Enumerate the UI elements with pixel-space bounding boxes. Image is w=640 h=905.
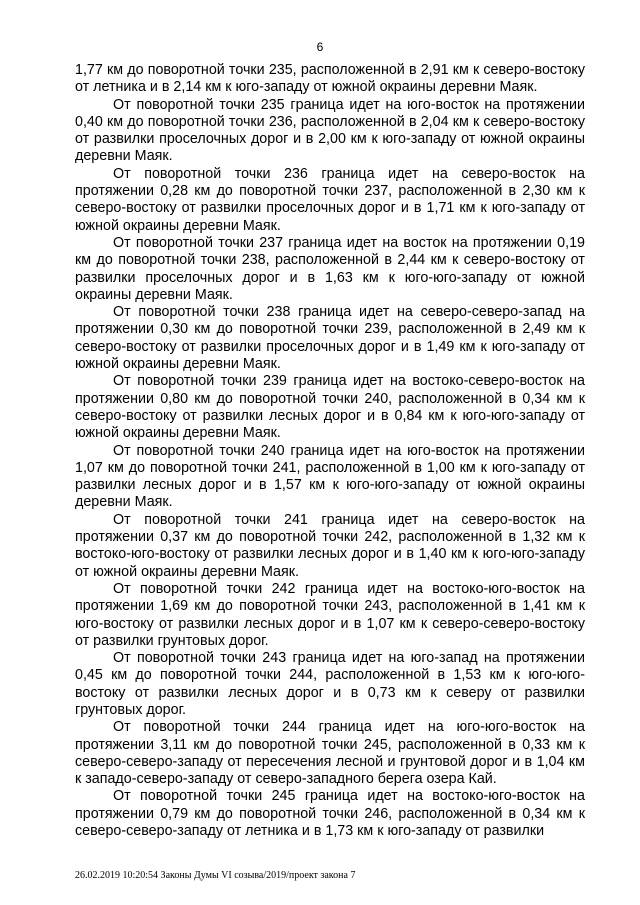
paragraph: От поворотной точки 238 граница идет на северо-северо-запад на протяжении 0,30 км до поворотной точки 239, расположенной в 2,49 км к северо-востоку от развилки проселочных дорог и в 1,49 км к юго-западу от южной окраины деревни Маяк. bbox=[75, 304, 585, 373]
document-body bbox=[75, 62, 585, 840]
page-number: 6 bbox=[316, 40, 324, 54]
paragraph: От поворотной точки 240 граница идет на юго-восток на протяжении 1,07 км до поворотной точки 241, расположенной в 1,00 км к юго-западу от развилки лесных дорог и в 1,57 км к юго-юго-западу от южной окраины деревни Маяк. bbox=[75, 442, 585, 511]
paragraph: От поворотной точки 239 граница идет на востоко-северо-восток на протяжении 0,80 км до поворотной точки 240, расположенной в 0,34 км к северо-востоку от развилки лесных дорог и в 0,84 км к юго-юго-западу от южной окраины деревни Маяк. bbox=[75, 373, 585, 442]
paragraph: От поворотной точки 244 граница идет на юго-юго-восток на протяжении 3,11 км до поворотной точки 245, расположенной в 0,33 км к северо-северо-западу от пересечения лесной и грунтовой дорог и в 1,04 км к западо-северо-западу от северо-западного берега озера Кай. bbox=[75, 719, 585, 788]
paragraph: От поворотной точки 237 граница идет на восток на протяжении 0,19 км до поворотной точки 238, расположенной в 2,44 км к северо-востоку от развилки проселочных дорог и в 1,63 км к юго-юго-западу от южной окраины деревни Маяк. bbox=[75, 234, 585, 303]
paragraph: От поворотной точки 245 граница идет на востоко-юго-восток на протяжении 0,79 км до поворотной точки 246, расположенной в 0,34 км к северо-северо-западу от летника и в 1,73 км к юго-западу от развилки bbox=[75, 788, 585, 840]
paragraph: От поворотной точки 242 граница идет на востоко-юго-восток на протяжении 1,69 км до поворотной точки 243, расположенной в 1,41 км к юго-востоку от развилки лесных дорог и в 1,07 км к северо-северо-востоку от развилки грунтовых дорог. bbox=[75, 580, 585, 649]
paragraph: От поворотной точки 243 граница идет на юго-запад на протяжении 0,45 км до поворотной точки 244, расположенной в 1,53 км к юго-юго-востоку от развилки лесных дорог и в 0,73 км к северу от развилки грунтовых дорог. bbox=[75, 650, 585, 718]
paragraph: 1,77 км до поворотной точки 235, расположенной в 2,91 км к северо-востоку от летника и в 2,14 км к юго-западу от южной окраины деревни Маяк. bbox=[75, 62, 585, 96]
paragraph: От поворотной точки 241 граница идет на северо-восток на протяжении 0,37 км до поворотной точки 242, расположенной в 1,32 км к востоко-юго-востоку от развилки лесных дорог и в 1,40 км к юго-юго-западу от южной окраины деревни Маяк. bbox=[75, 511, 585, 580]
footer-stamp: 26.02.2019 10:20:54 Законы Думы VI созыва/2019/проект закона 7 bbox=[75, 870, 356, 881]
paragraph: От поворотной точки 235 граница идет на юго-восток на протяжении 0,40 км до поворотной точки 236, расположенной в 2,04 км к северо-востоку от развилки проселочных дорог и в 2,00 км к юго-западу от южной окраины деревни Маяк. bbox=[75, 96, 585, 165]
paragraph: От поворотной точки 236 граница идет на северо-восток на протяжении 0,28 км до поворотной точки 237, расположенной в 2,30 км к северо-востоку от развилки проселочных дорог и в 1,71 км к юго-западу от южной окраины деревни Маяк. bbox=[75, 165, 585, 234]
